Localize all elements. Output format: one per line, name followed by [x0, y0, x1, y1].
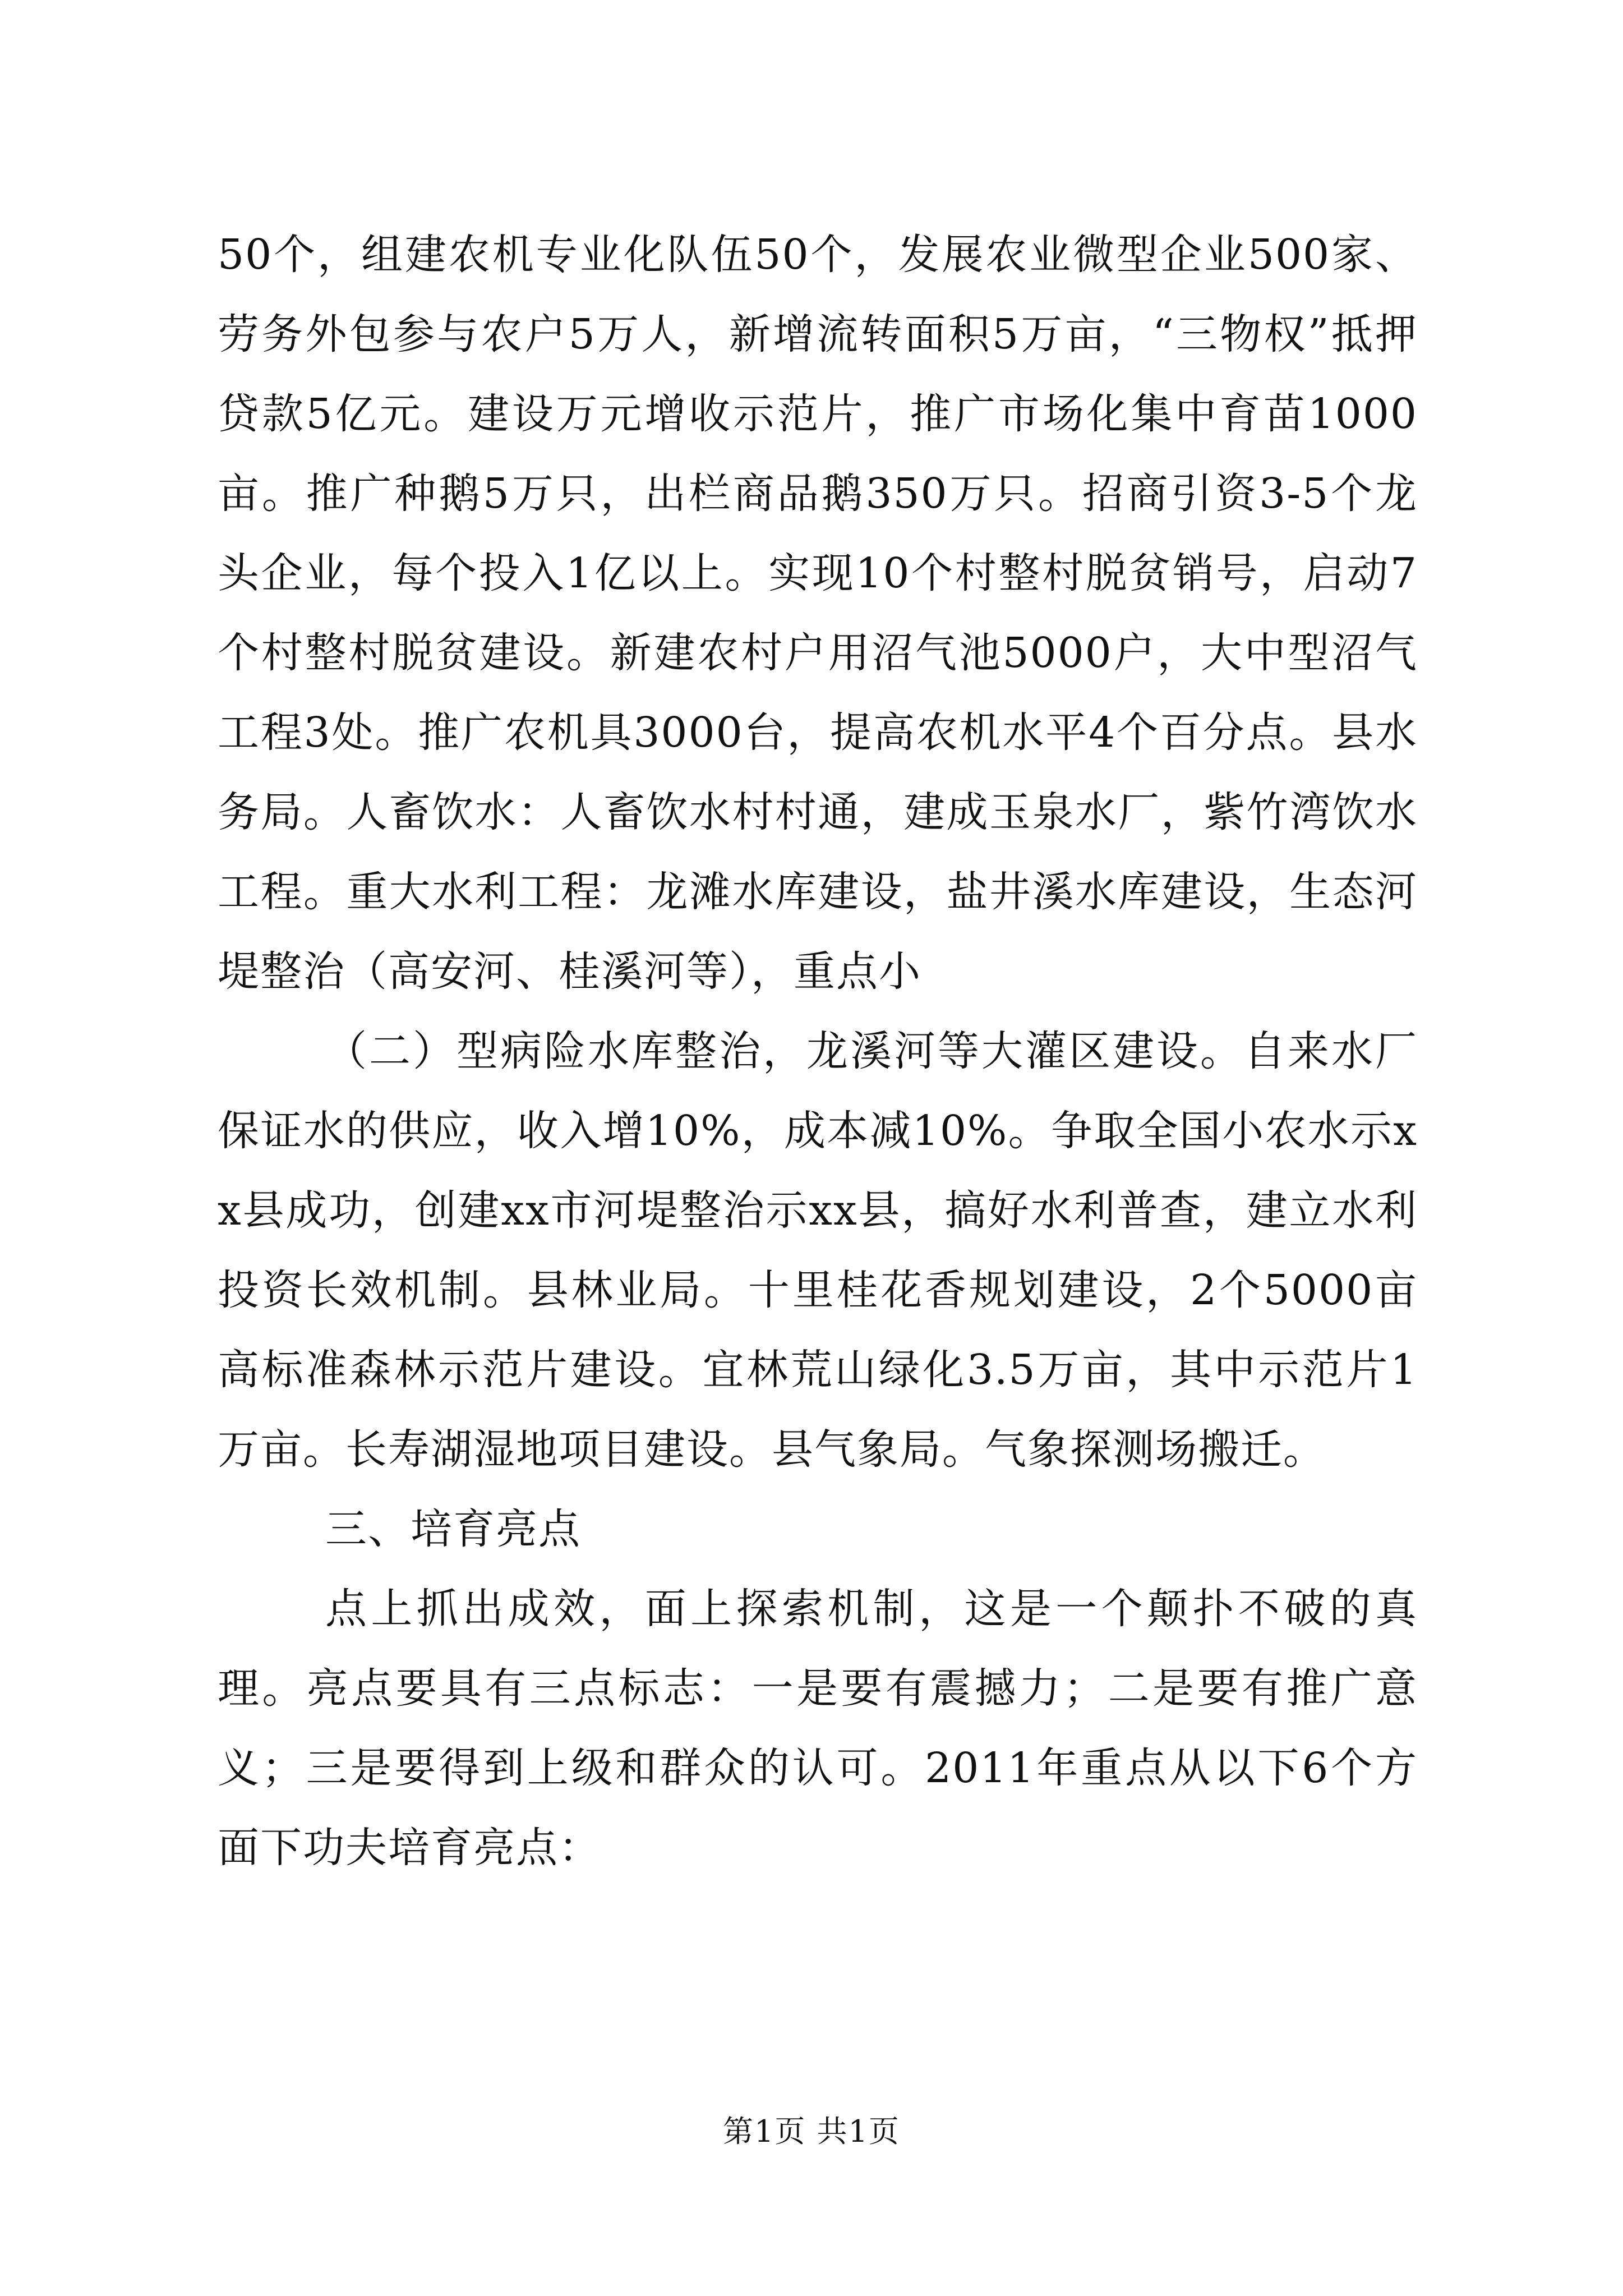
paragraph-highlights: 点上抓出成效，面上探索机制，这是一个颠扑不破的真理。亮点要具有三点标志：一是要有震撼力；二是要有推广意义；三是要得到上级和群众的认可。2011年重点从以下6个方面下功夫培育亮点： [218, 1585, 1418, 1872]
section-heading-highlights: 三、培育亮点 [325, 1505, 581, 1553]
page-footer: 第1页 共1页 [723, 2114, 900, 2149]
paragraph-reservoir-forestry: （二）型病险水库整治，龙溪河等大灌区建设。自来水厂保证水的供应，收入增10%，成本减10%。争取全国小农水示xx县成功，创建xx市河堤整治示xx县，搞好水利普查，建立水利投资长效机制。县林业局。十里桂花香规划建设，2个5000亩高标准森林示范片建设。宜林荒山绿化3.5万亩，其中示范片1万亩。长寿湖湿地项目建设。县气象局。气象探测场搬迁。 [218, 1027, 1418, 1474]
paragraph-continuation: 50个，组建农机专业化队伍50个，发展农业微型企业500家、劳务外包参与农户5万人，新增流转面积5万亩，“三物权”抵押贷款5亿元。建设万元增收示范片，推广市场化集中育苗1000亩。推广种鹅5万只，出栏商品鹅350万只。招商引资3-5个龙头企业，每个投入1亿以上。实现10个村整村脱贫销号，启动7个村整村脱贫建设。新建农村户用沼气池5000户，大中型沼气工程3处。推广农机具3000台，提高农机水平4个百分点。县水务局。人畜饮水：人畜饮水村村通，建成玉泉水厂，紫竹湾饮水工程。重大水利工程：龙滩水库建设，盐井溪水库建设，生态河堤整治（高安河、桂溪河等），重点小 [218, 231, 1418, 996]
document-body [218, 215, 1418, 1888]
